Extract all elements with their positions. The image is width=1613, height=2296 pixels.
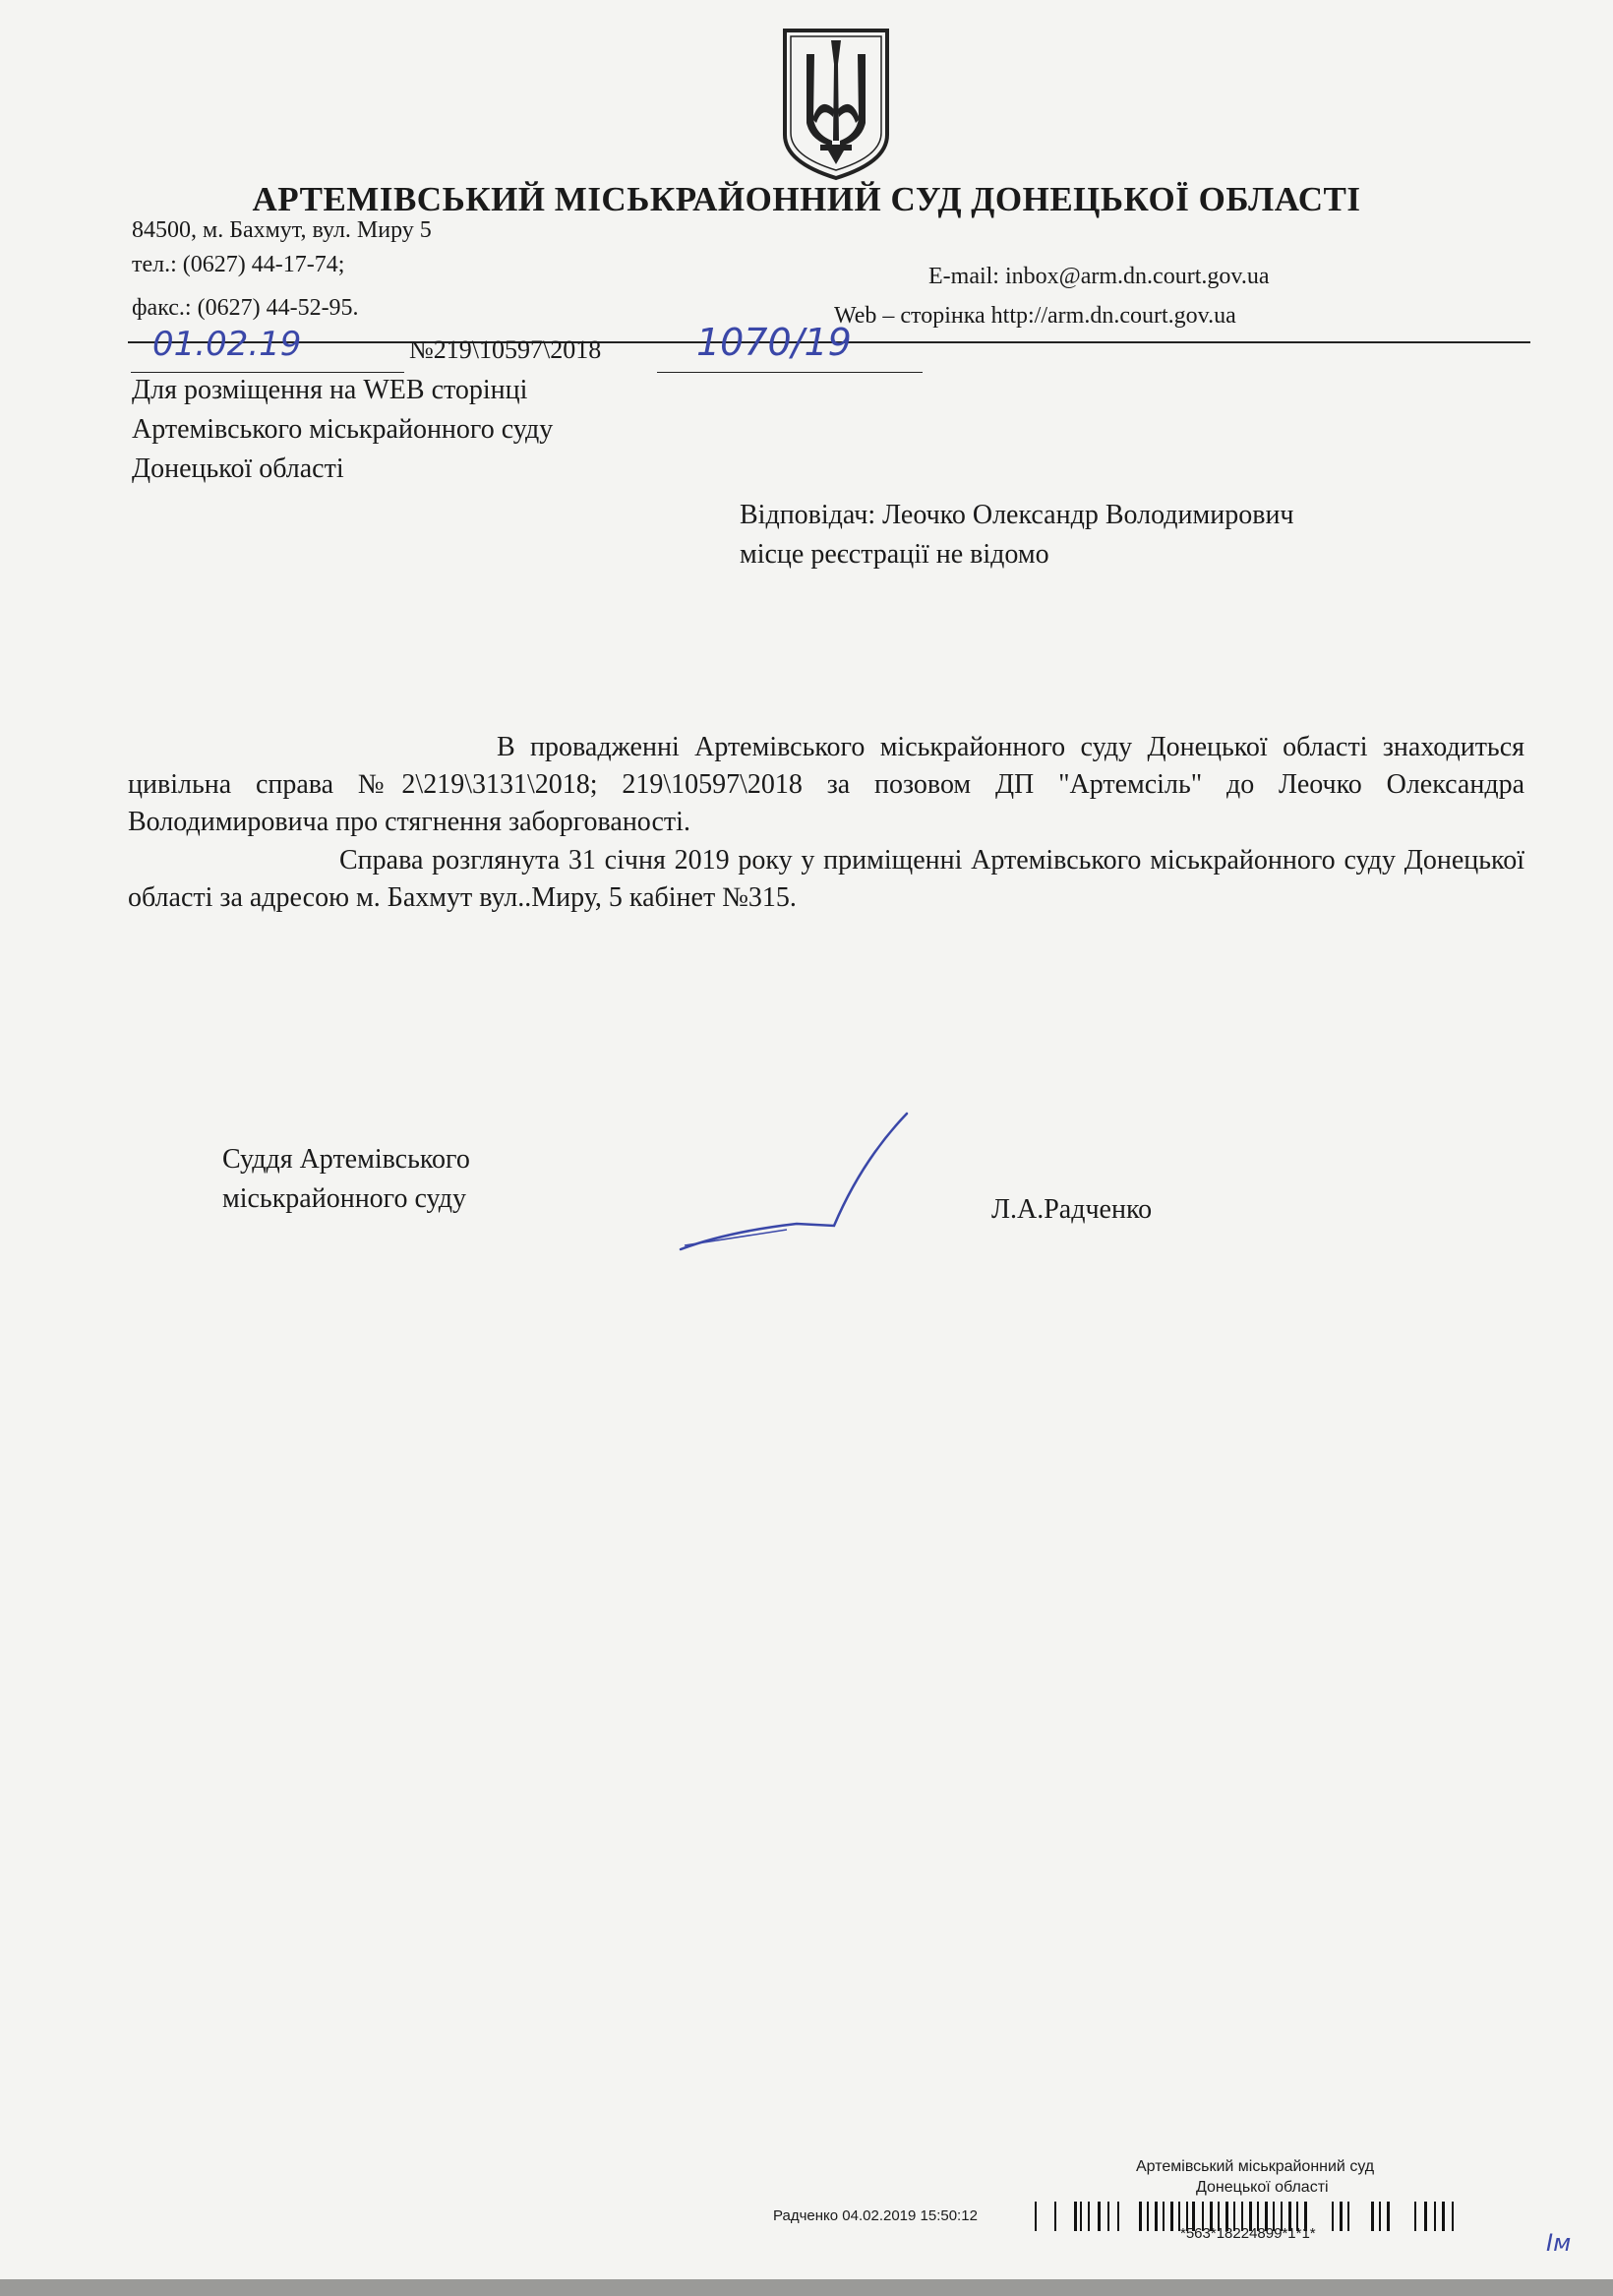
judge-name: Л.А.Радченко: [991, 1194, 1153, 1225]
handwritten-initials: Ім: [1546, 2229, 1572, 2257]
judge-title-line: міськрайонного суду: [222, 1183, 467, 1214]
stamp-registered-by: Радченко 04.02.2019 15:50:12: [773, 2207, 978, 2224]
court-email: E-mail: inbox@arm.dn.court.gov.ua: [928, 264, 1270, 289]
judge-signature: [669, 1102, 925, 1259]
court-fax: факс.: (0627) 44-52-95.: [132, 295, 359, 321]
court-website: Web – сторінка http://arm.dn.court.gov.ua: [834, 303, 1236, 329]
placement-note: [132, 371, 553, 489]
stamp-court-line: Артемівський міськрайонний суд: [1136, 2158, 1375, 2175]
handwritten-date: 01.02.19: [152, 325, 302, 364]
scan-edge: [0, 2279, 1613, 2296]
court-name: АРТЕМІВСЬКИЙ МІСЬКРАЙОННИЙ СУД ДОНЕЦЬКОЇ ОБЛАСТІ: [252, 180, 1361, 218]
court-phone: тел.: (0627) 44-17-74;: [132, 252, 345, 277]
judge-title-line: Суддя Артемівського: [222, 1144, 470, 1175]
outgoing-underline: [657, 372, 923, 373]
handwritten-outgoing-number: 1070/19: [696, 321, 852, 364]
placement-note-line: Для розміщення на WEB сторінці: [132, 375, 528, 405]
respondent-registration: місце реєстрації не відомо: [740, 539, 1049, 570]
coat-of-arms-icon: [777, 25, 895, 182]
placement-note-line: Донецької області: [132, 453, 344, 484]
respondent-block: [740, 496, 1294, 574]
reference-number: №219\10597\2018: [409, 335, 602, 364]
case-paragraph: В провадженні Артемівського міськрайонного суду Донецької області знаходиться цивільна справа №2\219\3131\2018; 219\10597\2018 за позовом ДП "Артемсіль" до Леочко Олександра Володимировича про стягнення заборгованості.: [128, 732, 1524, 837]
court-address: 84500, м. Бахмут, вул. Миру 5: [132, 217, 432, 243]
placement-note-line: Артемівського міськрайонного суду: [132, 414, 554, 445]
stamp-region-line: Донецької області: [1196, 2179, 1329, 2196]
hearing-paragraph: Справа розглянута 31 січня 2019 року у приміщенні Артемівського міськрайонного суду Донецької області за адресою м. Бахмут вул..Миру, 5 кабінет №315.: [128, 845, 1524, 913]
barcode-number: *563*18224899*1*1*: [1180, 2225, 1316, 2242]
judge-title: [222, 1140, 470, 1219]
respondent-name: Відповідач: Леочко Олександр Володимирович: [740, 500, 1294, 530]
